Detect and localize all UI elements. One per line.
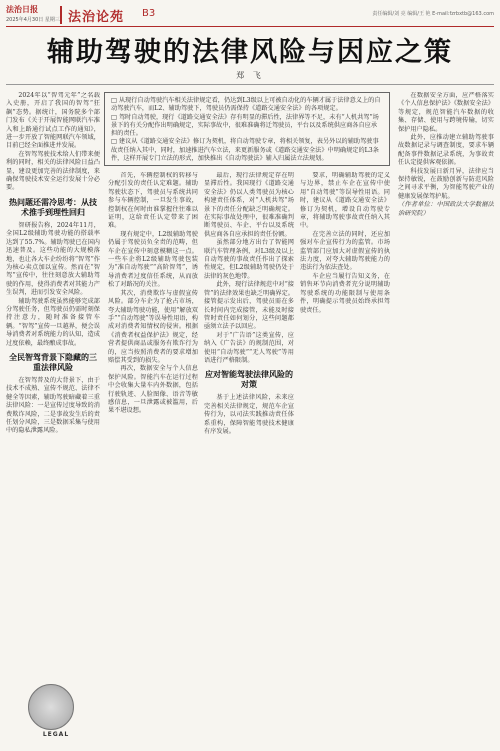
paragraph: 最后，现行法律规定存在明显滞后性。我国现行《道路交通安全法》仍以人类驾驶员为核心构建责任体系，对“人机共驾”场景下的责任分配缺乏明确规定。在实际事故处理中，很难准确判断驾驶员、车企、平台以及系统供应商各自应承担的责任份额。: [204, 172, 294, 238]
paragraph: 基于上述法律风险，未来应完善相关法律规定，规范车企宣传行为，以司法实践推动责任体系重构，保障智能驾驶技术健康有序发展。: [204, 394, 294, 435]
article-title: 辅助驾驶的法律风险与因应之策: [47, 37, 453, 68]
page-number: B3: [142, 8, 156, 19]
section-heading: 热问题还需冷思考：从技术推手到理性回归: [9, 197, 97, 217]
paragraph: 虽然部分地方出台了智能网联汽车管理条例，对L3级及以上自动驾驶的事故责任作出了探索性规定，但L2级辅助驾驶仍处于法律的灰色地带。: [204, 239, 294, 280]
section-heading: 应对智能驾驶法律风险的对策: [205, 370, 293, 390]
abstract-point: □ 驾时自动驾驶，现行《道路交通安全法》存有明显的滞后性，法律界等不足，未有“人机共驾”场景下的有关分配作出明确规定，实际事故中，很难准确将迁驾驶员，平台以及系统供应商各自应承担的责任。: [111, 113, 379, 138]
masthead: 法治日报: [6, 4, 38, 14]
paragraph: 2024年以“智驾元年”之名载入史册，开启了我国的智驾“狂飙”态势。据统计，国务院多个部门发布《关于开展智能网联汽车准入和上路通行试点工作的通知》，进一步开放了智能网联汽车领域，目前已经全面推进并发展。: [6, 92, 100, 150]
paragraph: 要求，明确辅助驾驶的定义与边界，禁止车企在宣传中使用“自动驾驶”等误导性用语。同时，建议从《道路交通安全法》修订为契机，增设自动驾驶专章，将辅助驾驶事故责任纳入其中。: [300, 172, 390, 230]
paragraph: 辅助驾驶系统虽然能够完成部分驾驶任务，但驾驶员仍需时刻保持注意力，随时准备接管车辆。“智驾”宣传一旦越界，便会误导消费者对系统能力的认知，造成过度依赖，最终酿成事故。: [6, 297, 100, 347]
paragraph: 车企应当履行告知义务，在销售环节向消费者充分说明辅助驾驶系统的功能限制与使用条件，明确提示驾驶员始终承担驾驶责任。: [300, 272, 390, 314]
editor-credits: 责任编辑/刘 亮 编辑/王 艳 E-mail:fzrbxtb@163.com: [372, 11, 494, 17]
logo-text: LEGAL: [42, 731, 70, 738]
page-header: [6, 4, 494, 27]
paragraph: 此外，应推动建立辅助驾驶事故数据记录与调查制度，要求车辆配备事件数据记录系统，为事故责任认定提供客观依据。: [398, 134, 494, 167]
section-title: 法治论苑: [68, 10, 125, 25]
paragraph: 首先，车辆控制权的转移与分配引发的责任认定难题。辅助驾驶状态下，驾驶员与系统共同参与车辆控制，一旦发生事故，控制权在何时由谁掌握往往难以证明，这给责任认定带来了困难。: [108, 172, 198, 230]
paragraph: 在智驾驾驶技术给人们带来便利的同时，相关的法律风险日益凸显，建设更加完善的法律制度，来确保驾驶技术安全运行发展十分必要。: [6, 150, 100, 192]
article-column-4: [300, 172, 390, 746]
publisher-logo: [6, 684, 102, 746]
article-author: 郑 飞: [236, 71, 264, 80]
section-heading: 全民智驾背景下隐藏的三重法律风险: [9, 352, 97, 372]
article-column-5: [398, 92, 494, 746]
paragraph: 再次，数据安全与个人信息保护风险。智能汽车在运行过程中会收集大量车内外数据，包括行驶轨迹、人脸图像、语音等敏感信息，一旦泄露或被滥用，后果不堪设想。: [108, 365, 198, 415]
article-column-1: [6, 92, 100, 680]
author-affiliation: （作者单位：中国政法大学数据法治研究院）: [398, 201, 494, 217]
paragraph: 在完善立法的同时，还应加强对车企宣传行为的监管。市场监管部门应加大对虚假宣传的执法力度，对夸大辅助驾驶能力的违法行为依法查处。: [300, 230, 390, 272]
seal-emblem-icon: [28, 684, 74, 730]
paragraph: 此外，现行法律规范中对“接管”的法律效果也缺乏明确界定。接管提示发出后，驾驶员需在多长时间内完成接管，未能及时接管时责任如何划分，这些问题都亟须立法予以回应。: [204, 281, 294, 331]
article-abstract-box: [104, 92, 390, 166]
paragraph: 对于“广告语”这类宣传，应纳入《广告法》的规制范围，对使用“自动驾驶”“无人驾驶”等用语进行严格限制。: [204, 331, 294, 364]
paragraph: 现有规定中，L2级辅助驾驶仍属于驾驶员负全责的范畴，但车企在宣传中刻意模糊这一点。一些车企将L2级辅助驾驶包装为“准自动驾驶”“高阶智驾”，诱导消费者过度信任系统，从而放松了对路况的关注。: [108, 230, 198, 289]
title-rule: [6, 84, 494, 85]
abstract-point: □ 建议从《道路交通安全法》修订为契机，将自动驾驶专章，将相关领复，表另外以的辅助驾驶事故责任纳入其中，同时，加速推进汽车立法，来更新服务或《道路交通安全法》中明确规定的L3条件，这样开展专门立法的形式，加快推出《自动驾驶法》辅入归属法立法规划。: [111, 138, 379, 163]
paragraph: 智研报告称，2024年11月，全国L2级辅助驾驶功能的搭载率达到了55.7%。辅助驾驶已在国内迅速普及。这些功能的大规模落地，也让各大车企纷纷将“智驾”作为核心卖点加以宣传。然而在“智驾”宣传中，往往刻意放大辅助驾驶的作用，使得消费者对其能力产生误判，进而引发安全风险。: [6, 221, 100, 297]
issue-date: 2025年4月30日 星期三: [6, 17, 60, 23]
article-column-2: [108, 172, 198, 746]
paragraph: 在智驾普及的大背景下，由于技术不成熟、宣传不规范、法律不健全等因素，辅助驾驶暗藏着三重法律风险：一是宣传过度导致的消费欺诈风险，二是事故发生后的责任划分风险，三是数据采集与使用中的隐私泄露风险。: [6, 376, 100, 435]
header-divider: [60, 6, 62, 24]
article-column-3: [204, 172, 294, 746]
paragraph: 科技发展日新月异，法律应当保持敏锐，在鼓励创新与防范风险之间寻求平衡，为智能驾驶产业的健康发展保驾护航。: [398, 167, 494, 200]
abstract-point: □ 从现行自动驾驶汽车相关法律规定看，仍达到L3级以上可被自动化的车辆才属于法律意义上的自动驾驶汽车，而L2、辅助驾驶下，驾驶员仍需保持《道路交通安全法》的各项规定。: [111, 97, 381, 113]
paragraph: 在数据安全方面，应严格落实《个人信息保护法》《数据安全法》等规定，规范智能汽车数据的收集、存储、使用与跨境传输，切实保护用户隐私。: [398, 92, 494, 133]
paragraph: 其次，消费欺诈与虚假宣传风险。部分车企为了抢占市场，夸大辅助驾驶功能，使用“解放双手”“自动驾驶”等误导性用语，构成对消费者知情权的侵害。根据《消费者权益保护法》规定，经营者提供商品或服务有欺诈行为的，应当按照消费者的要求增加赔偿其受到的损失。: [108, 289, 198, 364]
